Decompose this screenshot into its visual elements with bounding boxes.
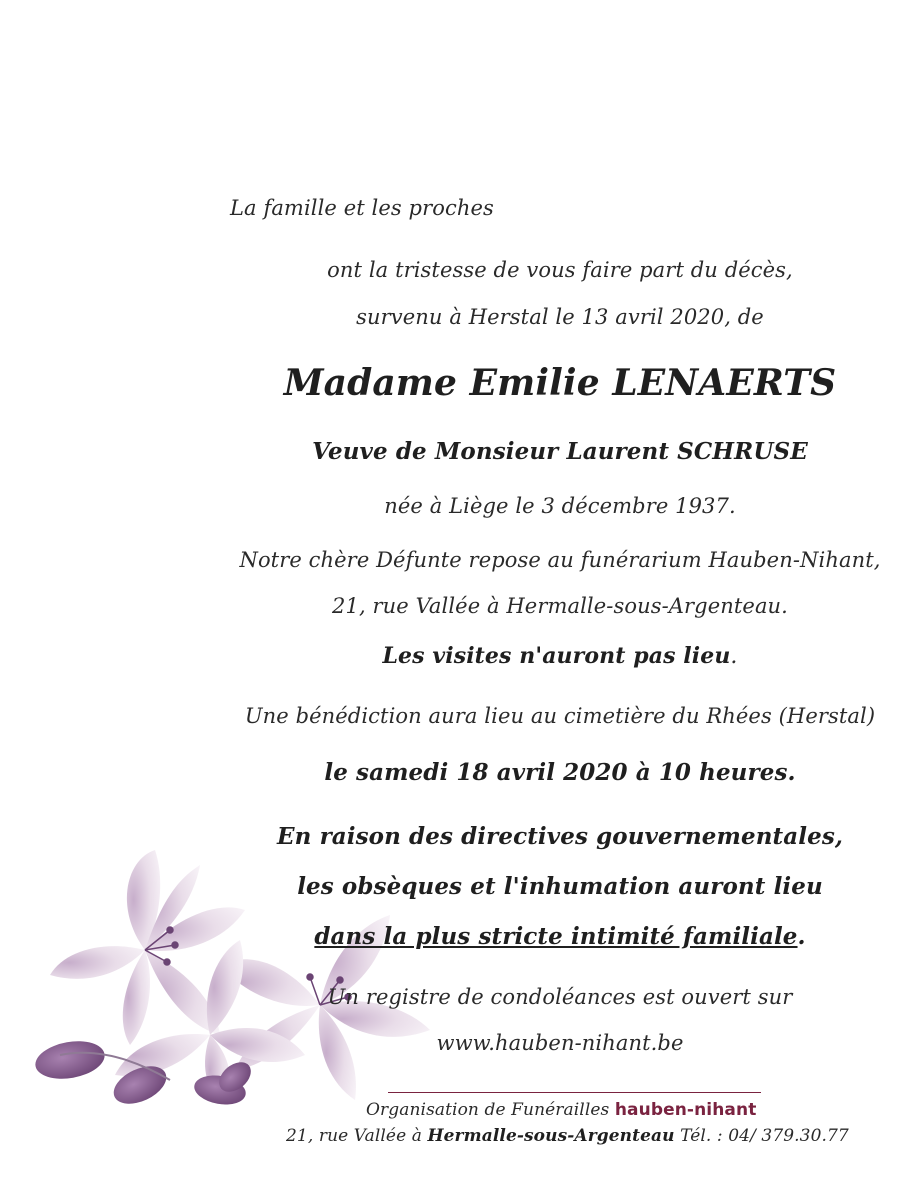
registry-line: Un registre de condoléances est ouvert sur bbox=[327, 985, 793, 1009]
visits-notice bbox=[260, 643, 860, 669]
visits-text: Les visites n'auront pas lieu bbox=[382, 643, 731, 669]
visits-period: . bbox=[730, 644, 738, 669]
covid-line-2: les obsèques et l'inhumation auront lieu bbox=[297, 873, 823, 900]
footer-organisation bbox=[366, 1100, 756, 1120]
deceased-name: Madame Emilie LENAERTS bbox=[283, 362, 837, 404]
announcement-line-2: survenu à Herstal le 13 avril 2020, de bbox=[356, 305, 764, 329]
covid-line-1: En raison des directives gouvernementales, bbox=[277, 823, 843, 850]
footer-phone: Tél. : 04/ 379.30.77 bbox=[680, 1126, 849, 1146]
rest-place-line-1: Notre chère Défunte repose au funérarium Hauben-Nihant, bbox=[239, 548, 881, 572]
footer-town: Hermalle-sous-Argenteau bbox=[427, 1126, 675, 1146]
intro-text: La famille et les proches bbox=[230, 196, 494, 220]
intimacy-text: dans la plus stricte intimité familiale bbox=[314, 923, 798, 950]
ceremony-date: le samedi 18 avril 2020 à 10 heures. bbox=[324, 759, 796, 786]
footer-addr-prefix: 21, rue Vallée à bbox=[286, 1126, 422, 1146]
intimacy-period: . bbox=[797, 923, 806, 950]
rest-place-line-2: 21, rue Vallée à Hermalle-sous-Argenteau. bbox=[332, 594, 788, 618]
birth-line: née à Liège le 3 décembre 1937. bbox=[384, 494, 736, 518]
footer-address bbox=[286, 1126, 849, 1146]
blessing-line: Une bénédiction aura lieu au cimetière du Rhées (Herstal) bbox=[244, 704, 876, 728]
announcement-line-1: ont la tristesse de vous faire part du décès, bbox=[327, 258, 793, 282]
website-link[interactable]: www.hauben-nihant.be bbox=[436, 1031, 684, 1055]
footer-org-label: Organisation de Funérailles bbox=[366, 1100, 610, 1120]
covid-line-3 bbox=[260, 923, 860, 950]
brand-logo: hauben-nihant bbox=[614, 1100, 757, 1120]
footer-divider bbox=[388, 1092, 761, 1093]
spouse-line: Veuve de Monsieur Laurent SCHRUSE bbox=[312, 438, 808, 465]
